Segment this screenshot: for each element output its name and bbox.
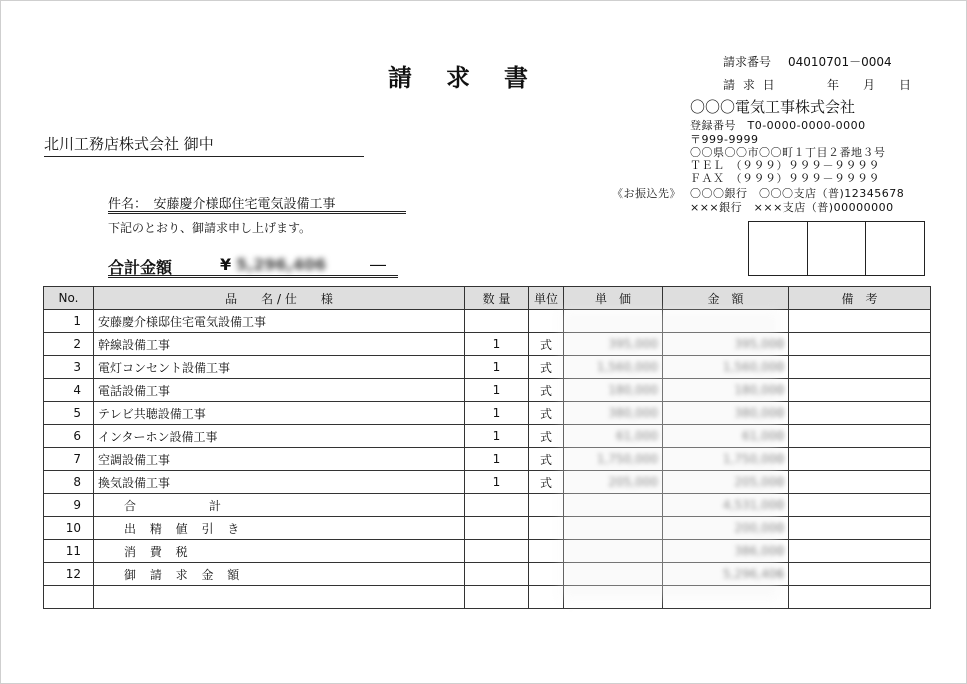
row-note xyxy=(789,517,931,540)
row-unit: 式 xyxy=(529,356,564,379)
row-note xyxy=(789,425,931,448)
header-amount: 金 額 xyxy=(663,287,789,310)
row-note xyxy=(789,563,931,586)
row-note xyxy=(789,471,931,494)
row-name: 空調設備工事 xyxy=(94,448,465,471)
row-note xyxy=(789,448,931,471)
row-unit xyxy=(529,586,564,609)
row-no: 8 xyxy=(44,471,94,494)
issuer-address: 〇〇県〇〇市〇〇町１丁目２番地３号 xyxy=(690,146,886,159)
row-amount xyxy=(663,586,789,609)
row-no: 10 xyxy=(44,517,94,540)
row-unit-price xyxy=(564,540,663,563)
row-unit-price xyxy=(564,310,663,333)
table-row xyxy=(44,425,931,448)
row-amount: 386,000 xyxy=(663,540,789,563)
row-name xyxy=(94,586,465,609)
row-unit xyxy=(529,494,564,517)
row-name: 幹線設備工事 xyxy=(94,333,465,356)
invoice-number: 04010701－0004 xyxy=(788,55,892,69)
row-name: テレビ共聴設備工事 xyxy=(94,402,465,425)
header-unit: 単位 xyxy=(529,287,564,310)
table-row xyxy=(44,379,931,402)
row-note xyxy=(789,310,931,333)
row-amount: 1,750,000 xyxy=(663,448,789,471)
invoice-number-label: 請求番号 xyxy=(723,55,772,69)
row-unit: 式 xyxy=(529,379,564,402)
row-qty: 1 xyxy=(465,356,529,379)
header-name: 品 名 / 仕 様 xyxy=(94,287,465,310)
row-unit xyxy=(529,517,564,540)
row-name: 電灯コンセント設備工事 xyxy=(94,356,465,379)
row-unit: 式 xyxy=(529,333,564,356)
row-qty: 1 xyxy=(465,425,529,448)
table-row xyxy=(44,356,931,379)
table-row xyxy=(44,540,931,563)
row-amount: 380,000 xyxy=(663,402,789,425)
row-no: 3 xyxy=(44,356,94,379)
row-amount: 5,296,406 xyxy=(663,563,789,586)
issuer-tel: ＴＥＬ （９９９）９９９－９９９９ xyxy=(690,159,880,172)
issuer-postal: 〒999-9999 xyxy=(690,133,759,146)
table-row xyxy=(44,333,931,356)
bank-account-1: 〇〇〇銀行 〇〇〇支店（普)12345678 xyxy=(690,187,905,200)
bank-account-2: ×××銀行 ×××支店（普)00000000 xyxy=(690,201,894,214)
row-unit-price xyxy=(564,563,663,586)
table-row xyxy=(44,494,931,517)
row-qty: 1 xyxy=(465,448,529,471)
issuer-company: 〇〇〇電気工事株式会社 xyxy=(690,98,856,116)
row-amount: 205,000 xyxy=(663,471,789,494)
row-unit-price xyxy=(564,494,663,517)
header-note: 備 考 xyxy=(789,287,931,310)
bank-label: 《お振込先》 xyxy=(612,187,681,200)
header-no: No. xyxy=(44,287,94,310)
row-note xyxy=(789,333,931,356)
row-note xyxy=(789,379,931,402)
total-label: 合計金額 xyxy=(108,258,173,277)
row-name: 安藤慶介様邸住宅電気設備工事 xyxy=(94,310,465,333)
row-unit-price xyxy=(564,517,663,540)
row-note xyxy=(789,402,931,425)
table-row xyxy=(44,402,931,425)
row-qty xyxy=(465,540,529,563)
row-note xyxy=(789,586,931,609)
table-row xyxy=(44,563,931,586)
issuer-registration: 登録番号 T0-0000-0000-0000 xyxy=(690,119,866,132)
row-qty xyxy=(465,310,529,333)
document-title: 請求書 xyxy=(388,64,562,92)
row-name: 御 請 求 金 額 xyxy=(94,563,465,586)
row-qty xyxy=(465,494,529,517)
row-unit: 式 xyxy=(529,471,564,494)
row-name: 換気設備工事 xyxy=(94,471,465,494)
row-amount xyxy=(663,310,789,333)
table-row xyxy=(44,517,931,540)
row-unit: 式 xyxy=(529,425,564,448)
invoice-date-value: 年 月 日 xyxy=(827,78,918,92)
row-name: 電話設備工事 xyxy=(94,379,465,402)
stamp-box xyxy=(749,222,808,275)
total-underline xyxy=(108,275,398,276)
invoice-items-table xyxy=(43,286,931,609)
header-qty: 数 量 xyxy=(465,287,529,310)
row-qty: 1 xyxy=(465,379,529,402)
row-no: 11 xyxy=(44,540,94,563)
table-header-row xyxy=(44,287,931,310)
total-amount: 5,296,406 xyxy=(236,255,327,274)
stamp-box xyxy=(866,222,924,275)
stamp-box xyxy=(808,222,867,275)
row-amount: 180,000 xyxy=(663,379,789,402)
row-no: 2 xyxy=(44,333,94,356)
total-yen-symbol: ¥ xyxy=(220,255,232,274)
row-no: 9 xyxy=(44,494,94,517)
row-unit-price: 205,000 xyxy=(564,471,663,494)
row-unit-price: 1,560,000 xyxy=(564,356,663,379)
subject-underline xyxy=(108,211,406,212)
row-qty: 1 xyxy=(465,471,529,494)
row-unit-price: 180,000 xyxy=(564,379,663,402)
row-unit-price: 1,750,000 xyxy=(564,448,663,471)
row-unit xyxy=(529,310,564,333)
row-unit-price: 380,000 xyxy=(564,402,663,425)
row-no xyxy=(44,586,94,609)
row-amount: 4,531,000 xyxy=(663,494,789,517)
recipient-name: 北川工務店株式会社 御中 xyxy=(44,133,364,157)
row-qty: 1 xyxy=(465,333,529,356)
row-note xyxy=(789,356,931,379)
invoice-date-label: 請 求 日 xyxy=(723,78,777,92)
row-name: 出 精 値 引 き xyxy=(94,517,465,540)
total-dash: ― xyxy=(370,255,386,274)
row-unit: 式 xyxy=(529,448,564,471)
row-qty xyxy=(465,517,529,540)
row-no: 7 xyxy=(44,448,94,471)
row-amount: 61,000 xyxy=(663,425,789,448)
row-no: 12 xyxy=(44,563,94,586)
row-note xyxy=(789,494,931,517)
table-row xyxy=(44,471,931,494)
table-row xyxy=(44,310,931,333)
row-note xyxy=(789,540,931,563)
total-underline-double xyxy=(108,277,398,278)
row-unit xyxy=(529,540,564,563)
row-unit-price: 61,000 xyxy=(564,425,663,448)
row-unit-price xyxy=(564,586,663,609)
row-no: 5 xyxy=(44,402,94,425)
row-no: 4 xyxy=(44,379,94,402)
row-amount: 1,560,000 xyxy=(663,356,789,379)
row-name: インターホン設備工事 xyxy=(94,425,465,448)
row-qty xyxy=(465,586,529,609)
row-qty xyxy=(465,563,529,586)
notice-text: 下記のとおり、御請求申し上げます。 xyxy=(108,221,312,235)
row-no: 1 xyxy=(44,310,94,333)
row-amount: 200,000 xyxy=(663,517,789,540)
issuer-fax: ＦＡＸ （９９９）９９９－９９９９ xyxy=(690,172,880,185)
row-unit-price: 395,000 xyxy=(564,333,663,356)
row-unit: 式 xyxy=(529,402,564,425)
row-name: 合 計 xyxy=(94,494,465,517)
table-row xyxy=(44,586,931,609)
row-unit xyxy=(529,563,564,586)
stamp-boxes xyxy=(748,221,925,276)
row-amount: 395,000 xyxy=(663,333,789,356)
header-price: 単 価 xyxy=(564,287,663,310)
table-row xyxy=(44,448,931,471)
row-name: 消 費 税 xyxy=(94,540,465,563)
row-qty: 1 xyxy=(465,402,529,425)
subject-line: 件名： 安藤慶介様邸住宅電気設備工事 xyxy=(108,193,406,214)
row-no: 6 xyxy=(44,425,94,448)
